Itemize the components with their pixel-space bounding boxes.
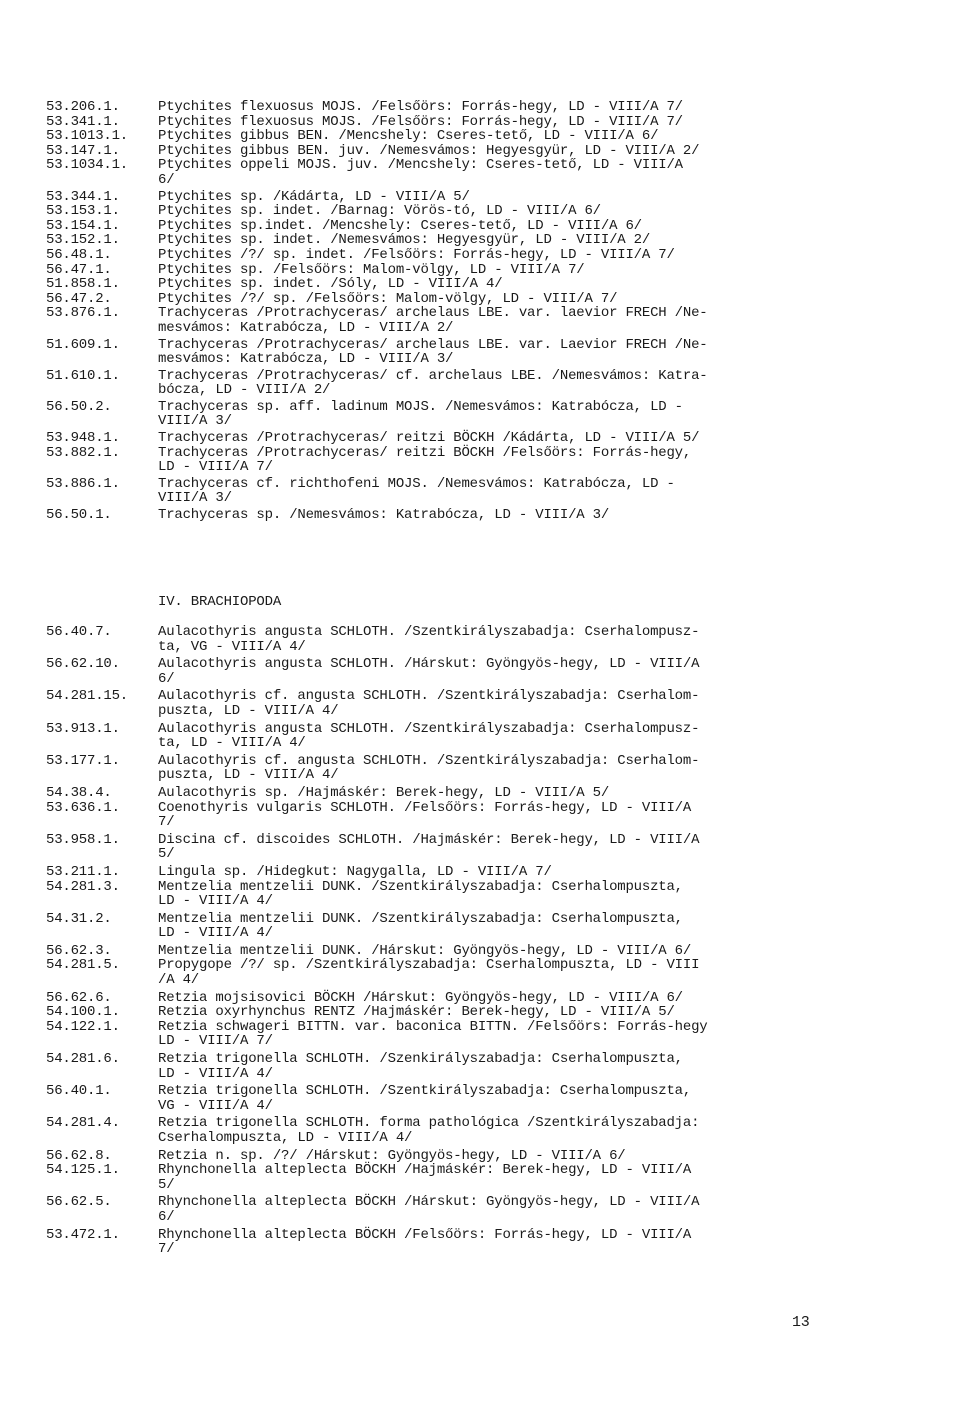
specimen-description [158, 833, 826, 862]
description-line: 5/ [158, 846, 175, 863]
specimen-description [158, 1228, 826, 1257]
description-line: Rhynchonella alteplecta BÖCKH /Hárskut: Gyöngyös-hegy, LD - VIII/A [158, 1194, 700, 1211]
catalog-entry [46, 833, 826, 862]
catalog-number: 53.177.1. [46, 752, 120, 769]
specimen-description [158, 1084, 826, 1113]
description-line: Mentzelia mentzelii DUNK. /Hárskut: Gyöngyös-hegy, LD - VIII/A 6/ [158, 942, 692, 959]
catalog-entry [46, 1195, 826, 1224]
specimen-description [158, 158, 826, 187]
description-line: 6/ [158, 670, 175, 687]
description-line: Trachyceras cf. richthofeni MOJS. /Nemesvámos: Katrabócza, LD - [158, 475, 675, 492]
specimen-description [158, 1116, 826, 1145]
catalog-entry [46, 292, 826, 307]
catalog-entry [46, 129, 826, 144]
description-line: VG - VIII/A 4/ [158, 1097, 273, 1114]
section-heading: IV. BRACHIOPODA [158, 594, 282, 610]
catalog-entry [46, 219, 826, 234]
catalog-entry [46, 508, 826, 523]
specimen-description [158, 219, 826, 234]
specimen-description [158, 880, 826, 909]
description-line: Discina cf. discoides SCHLOTH. /Hajmáskér: Berek-hegy, LD - VIII/A [158, 831, 700, 848]
description-line: Aulacothyris sp. /Hajmáskér: Berek-hegy, LD - VIII/A 5/ [158, 784, 610, 801]
description-line: Ptychites sp. /Felsőörs: Malom-völgy, LD - VIII/A 7/ [158, 261, 585, 278]
catalog-number: 54.281.3. [46, 878, 120, 895]
description-line: LD - VIII/A 7/ [158, 1033, 273, 1050]
catalog-number: 53.153.1. [46, 203, 120, 220]
catalog-number: 51.609.1. [46, 336, 120, 353]
description-line: Mentzelia mentzelii DUNK. /Szentkirályszabadja: Cserhalompuszta, [158, 878, 683, 895]
catalog-entry [46, 144, 826, 159]
catalog-entry [46, 306, 826, 335]
catalog-number: 54.122.1. [46, 1018, 120, 1035]
description-line: Coenothyris vulgaris SCHLOTH. /Felsőörs: Forrás-hegy, LD - VIII/A [158, 799, 692, 816]
catalog-number: 54.125.1. [46, 1162, 120, 1179]
description-line: Ptychites sp. indet. /Barnag: Vörös-tó, LD - VIII/A 6/ [158, 203, 601, 220]
specimen-description [158, 477, 826, 506]
catalog-entry [46, 115, 826, 130]
description-line: LD - VIII/A 4/ [158, 925, 273, 942]
description-line: Aulacothyris angusta SCHLOTH. /Szentkirályszabadja: Cserhalompusz- [158, 720, 700, 737]
catalog-number: 53.152.1. [46, 232, 120, 249]
specimen-description [158, 991, 826, 1006]
catalog-entry [46, 991, 826, 1006]
description-line: Retzia mojsisovici BÖCKH /Hárskut: Gyöngyös-hegy, LD - VIII/A 6/ [158, 989, 683, 1006]
description-line: 6/ [158, 1208, 175, 1225]
catalog-number: 53.472.1. [46, 1226, 120, 1243]
catalog-number: 54.31.2. [46, 910, 112, 927]
catalog-number: 53.958.1. [46, 831, 120, 848]
description-line: LD - VIII/A 7/ [158, 459, 273, 476]
catalog-number: 53.211.1. [46, 863, 120, 880]
description-line: Aulacothyris angusta SCHLOTH. /Hárskut: Gyöngyös-hegy, LD - VIII/A [158, 656, 700, 673]
specimen-description [158, 190, 826, 205]
catalog-entry [46, 369, 826, 398]
description-line: Ptychites sp. indet. /Nemesvámos: Hegyesgyür, LD - VIII/A 2/ [158, 232, 651, 249]
specimen-description [158, 1020, 826, 1049]
catalog-entry [46, 912, 826, 941]
specimen-description [158, 689, 826, 718]
description-line: 6/ [158, 171, 175, 188]
catalog-number: 54.281.15. [46, 688, 129, 705]
catalog-entry [46, 431, 826, 446]
description-line: Retzia trigonella SCHLOTH. /Szenkirályszabadja: Cserhalompuszta, [158, 1051, 683, 1068]
description-line: Retzia schwageri BITTN. var. baconica BITTN. /Felsőörs: Forrás-hegy [158, 1018, 708, 1035]
description-line: Aulacothyris cf. angusta SCHLOTH. /Szentkirályszabadja: Cserhalom- [158, 688, 700, 705]
description-line: 5/ [158, 1176, 175, 1193]
description-line: Retzia n. sp. /?/ /Hárskut: Gyöngyös-hegy, LD - VIII/A 6/ [158, 1147, 626, 1164]
description-line: Ptychites /?/ sp. indet. /Felsőörs: Forrás-hegy, LD - VIII/A 7/ [158, 246, 675, 263]
catalog-number: 54.281.5. [46, 957, 120, 974]
specimen-description [158, 722, 826, 751]
specimen-description [158, 306, 826, 335]
catalog-entry [46, 689, 826, 718]
specimen-description [158, 144, 826, 159]
description-line: Trachyceras sp. /Nemesvámos: Katrabócza, LD - VIII/A 3/ [158, 507, 610, 524]
catalog-number: 53.882.1. [46, 444, 120, 461]
specimen-description [158, 369, 826, 398]
description-line: Rhynchonella alteplecta BÖCKH /Felsőörs: Forrás-hegy, LD - VIII/A [158, 1226, 692, 1243]
catalog-number: 53.913.1. [46, 720, 120, 737]
catalog-entry [46, 944, 826, 959]
catalog-number: 53.1034.1. [46, 157, 129, 174]
description-line: LD - VIII/A 4/ [158, 893, 273, 910]
catalog-entry [46, 1149, 826, 1164]
description-line: Aulacothyris angusta SCHLOTH. /Szentkirályszabadja: Cserhalompusz- [158, 624, 700, 640]
catalog-entry [46, 865, 826, 880]
description-line: Ptychites /?/ sp. /Felsőörs: Malom-völgy, LD - VIII/A 7/ [158, 290, 618, 307]
catalog-number: 56.62.3. [46, 942, 112, 959]
catalog-number: 53.886.1. [46, 475, 120, 492]
description-line: Trachyceras /Protrachyceras/ reitzi BÖCKH /Kádárta, LD - VIII/A 5/ [158, 430, 700, 447]
description-line: Retzia trigonella SCHLOTH. /Szentkirályszabadja: Cserhalompuszta, [158, 1083, 692, 1100]
catalog-entry [46, 786, 826, 801]
catalog-number: 54.281.6. [46, 1051, 120, 1068]
catalog-entry [46, 1116, 826, 1145]
description-line: Ptychites flexuosus MOJS. /Felsőörs: Forrás-hegy, LD - VIII/A 7/ [158, 113, 683, 130]
specimen-description [158, 277, 826, 292]
catalog-number: 56.40.1. [46, 1083, 112, 1100]
catalog-entry [46, 1020, 826, 1049]
catalog-entry [46, 277, 826, 292]
description-line: Trachyceras /Protrachyceras/ reitzi BÖCKH /Felsőörs: Forrás-hegy, [158, 444, 692, 461]
description-line: Ptychites gibbus BEN. juv. /Nemesvámos: Hegyesgyür, LD - VIII/A 2/ [158, 142, 700, 159]
catalog-entry [46, 1052, 826, 1081]
description-line: Ptychites oppeli MOJS. juv. /Mencshely: Cseres-tető, LD - VIII/A [158, 157, 683, 174]
description-line: Ptychites gibbus BEN. /Mencshely: Cseres-tető, LD - VIII/A 6/ [158, 128, 659, 145]
specimen-description [158, 625, 826, 654]
catalog-number: 53.147.1. [46, 142, 120, 159]
specimen-description [158, 204, 826, 219]
specimen-description [158, 263, 826, 278]
catalog-entry [46, 1084, 826, 1113]
description-line: Propygope /?/ sp. /Szentkirályszabadja: Cserhalompuszta, LD - VIII [158, 957, 700, 974]
catalog-entry [46, 158, 826, 187]
catalog-entry [46, 190, 826, 205]
catalog-number: 56.50.1. [46, 507, 112, 524]
catalog-number: 53.154.1. [46, 217, 120, 234]
specimen-description [158, 100, 826, 115]
description-line: VIII/A 3/ [158, 413, 232, 430]
specimen-description [158, 865, 826, 880]
specimen-description [158, 115, 826, 130]
catalog-number: 56.47.1. [46, 261, 112, 278]
catalog-number: 56.40.7. [46, 624, 112, 640]
description-line: Ptychites flexuosus MOJS. /Felsőörs: Forrás-hegy, LD - VIII/A 7/ [158, 99, 683, 115]
brachiopod-entry-list [46, 625, 826, 1260]
catalog-entry [46, 722, 826, 751]
catalog-number: 56.62.8. [46, 1147, 112, 1164]
specimen-description [158, 944, 826, 959]
page-number: 13 [792, 1314, 810, 1331]
description-line: mesvámos: Katrabócza, LD - VIII/A 2/ [158, 319, 454, 336]
catalog-number: 53.344.1. [46, 188, 120, 205]
catalog-entry [46, 754, 826, 783]
specimen-description [158, 1195, 826, 1224]
description-line: Ptychites sp.indet. /Mencshely: Cseres-tető, LD - VIII/A 6/ [158, 217, 642, 234]
specimen-description [158, 786, 826, 801]
catalog-entry [46, 477, 826, 506]
description-line: Retzia trigonella SCHLOTH. forma pathológica /Szentkirályszabadja: [158, 1115, 700, 1132]
specimen-description [158, 233, 826, 248]
specimen-description [158, 657, 826, 686]
catalog-entry [46, 204, 826, 219]
catalog-number: 56.62.6. [46, 989, 112, 1006]
description-line: Cserhalompuszta, LD - VIII/A 4/ [158, 1130, 413, 1146]
catalog-number: 56.50.2. [46, 398, 112, 415]
description-line: Rhynchonella alteplecta BÖCKH /Hajmáskér: Berek-hegy, LD - VIII/A [158, 1162, 692, 1179]
specimen-description [158, 431, 826, 446]
catalog-number: 53.206.1. [46, 99, 120, 115]
catalog-entry [46, 446, 826, 475]
description-line: puszta, LD - VIII/A 4/ [158, 702, 339, 719]
catalog-entry [46, 1228, 826, 1257]
specimen-description [158, 1163, 826, 1192]
catalog-entry [46, 338, 826, 367]
catalog-entry [46, 1163, 826, 1192]
catalog-number: 54.100.1. [46, 1004, 120, 1021]
catalog-number: 53.948.1. [46, 430, 120, 447]
description-line: Aulacothyris cf. angusta SCHLOTH. /Szentkirályszabadja: Cserhalom- [158, 752, 700, 769]
catalog-number: 56.62.10. [46, 656, 120, 673]
catalog-entry [46, 801, 826, 830]
catalog-entry [46, 625, 826, 654]
specimen-description [158, 801, 826, 830]
description-line: puszta, LD - VIII/A 4/ [158, 767, 339, 784]
specimen-description [158, 958, 826, 987]
description-line: Trachyceras /Protrachyceras/ archelaus LBE. var. laevior FRECH /Ne- [158, 305, 708, 322]
specimen-description [158, 248, 826, 263]
specimen-description [158, 292, 826, 307]
description-line: /A 4/ [158, 972, 200, 989]
specimen-description [158, 446, 826, 475]
description-line: Ptychites sp. indet. /Sóly, LD - VIII/A 4/ [158, 276, 503, 293]
specimen-description [158, 754, 826, 783]
description-line: Retzia oxyrhynchus RENTZ /Hajmáskér: Berek-hegy, LD - VIII/A 5/ [158, 1004, 675, 1021]
specimen-description [158, 129, 826, 144]
catalog-entry [46, 248, 826, 263]
specimen-description [158, 338, 826, 367]
catalog-number: 54.38.4. [46, 784, 112, 801]
catalog-number: 56.48.1. [46, 246, 112, 263]
description-line: VIII/A 3/ [158, 490, 232, 507]
description-line: LD - VIII/A 4/ [158, 1065, 273, 1082]
specimen-description [158, 1005, 826, 1020]
catalog-entry [46, 233, 826, 248]
description-line: bócza, LD - VIII/A 2/ [158, 382, 331, 399]
description-line: Lingula sp. /Hidegkut: Nagygalla, LD - VIII/A 7/ [158, 863, 552, 880]
catalog-number: 56.47.2. [46, 290, 112, 307]
catalog-number: 53.1013.1. [46, 128, 129, 145]
description-line: mesvámos: Katrabócza, LD - VIII/A 3/ [158, 351, 454, 368]
catalog-entry [46, 100, 826, 115]
specimen-description [158, 1149, 826, 1164]
catalog-number: 51.610.1. [46, 367, 120, 384]
description-line: Ptychites sp. /Kádárta, LD - VIII/A 5/ [158, 188, 470, 205]
catalog-number: 53.876.1. [46, 305, 120, 322]
catalog-number: 53.636.1. [46, 799, 120, 816]
catalog-number: 53.341.1. [46, 113, 120, 130]
catalog-entry [46, 400, 826, 429]
description-line: ta, VG - VIII/A 4/ [158, 638, 306, 655]
catalog-number: 54.281.4. [46, 1115, 120, 1132]
catalog-number: 51.858.1. [46, 276, 120, 293]
catalog-entry [46, 1005, 826, 1020]
catalog-entry [46, 880, 826, 909]
description-line: 7/ [158, 1241, 175, 1258]
specimen-description [158, 1052, 826, 1081]
specimen-description [158, 508, 826, 523]
catalog-entry [46, 263, 826, 278]
description-line: ta, LD - VIII/A 4/ [158, 735, 306, 752]
description-line: Trachyceras /Protrachyceras/ archelaus LBE. var. Laevior FRECH /Ne- [158, 336, 708, 353]
catalog-entry [46, 958, 826, 987]
description-line: 7/ [158, 814, 175, 831]
catalog-entry [46, 657, 826, 686]
description-line: Trachyceras sp. aff. ladinum MOJS. /Nemesvámos: Katrabócza, LD - [158, 398, 683, 415]
specimen-description [158, 400, 826, 429]
catalog-number: 56.62.5. [46, 1194, 112, 1211]
description-line: Trachyceras /Protrachyceras/ cf. archelaus LBE. /Nemesvámos: Katra- [158, 367, 708, 384]
specimen-description [158, 912, 826, 941]
description-line: Mentzelia mentzelii DUNK. /Szentkirályszabadja: Cserhalompuszta, [158, 910, 683, 927]
ammonite-entry-list [46, 100, 826, 523]
